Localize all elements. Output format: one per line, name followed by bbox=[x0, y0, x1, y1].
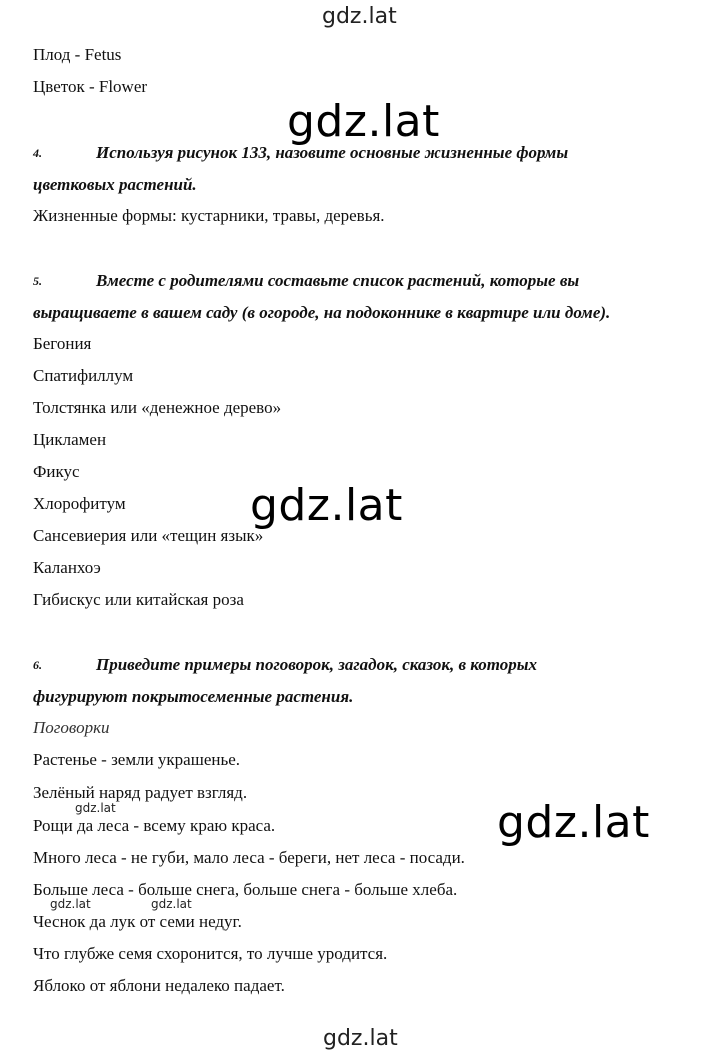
watermark-large: gdz.lat bbox=[250, 480, 403, 531]
plant-list-item: Хлорофитум bbox=[33, 494, 126, 513]
plant-list-item: Толстянка или «денежное дерево» bbox=[33, 398, 282, 417]
saying-item: Зелёный наряд радует взгляд. bbox=[33, 783, 248, 802]
plant-list-item: Сансевиерия или «тещин язык» bbox=[33, 526, 264, 545]
saying-item: Чеснок да лук от семи недуг. bbox=[33, 912, 242, 931]
watermark-bottom: gdz.lat bbox=[323, 1026, 398, 1051]
saying-item: Много леса - не губи, мало леса - береги, нет леса - посади. bbox=[33, 848, 465, 867]
plant-list-item: Бегония bbox=[33, 334, 92, 353]
plant-list-item: Каланхоэ bbox=[33, 558, 101, 577]
plant-list-item: Спатифиллум bbox=[33, 366, 134, 385]
saying-item: Рощи да леса - всему краю краса. bbox=[33, 816, 276, 835]
question-text: Вместе с родителями составьте список растений, которые вы bbox=[96, 271, 580, 290]
question-text: Приведите примеры поговорок, загадок, сказок, в которых bbox=[96, 655, 538, 674]
intro-line: Плод - Fetus bbox=[33, 45, 122, 64]
saying-item: Что глубже семя схоронится, то лучше уродится. bbox=[33, 944, 388, 963]
question-number: 4. bbox=[33, 146, 42, 160]
watermark-small: gdz.lat bbox=[75, 801, 116, 815]
question-text: выращиваете в вашем саду (в огороде, на подоконнике в квартире или доме). bbox=[33, 303, 611, 322]
plant-list-item: Гибискус или китайская роза bbox=[33, 590, 244, 609]
question-text: Используя рисунок 133, назовите основные жизненные формы bbox=[96, 143, 569, 162]
watermark-small: gdz.lat bbox=[50, 897, 91, 911]
watermark-top: gdz.lat bbox=[322, 4, 397, 29]
watermark-small: gdz.lat bbox=[151, 897, 192, 911]
plant-list-item: Фикус bbox=[33, 462, 80, 481]
plant-list-item: Цикламен bbox=[33, 430, 107, 449]
intro-line: Цветок - Flower bbox=[33, 77, 148, 96]
question-number: 5. bbox=[33, 274, 42, 288]
saying-item: Больше леса - больше снега, больше снега - больше хлеба. bbox=[33, 880, 458, 899]
subheading: Поговорки bbox=[33, 718, 110, 737]
saying-item: Растенье - земли украшенье. bbox=[33, 750, 241, 769]
question-text: цветковых растений. bbox=[33, 175, 197, 194]
question-text: фигурируют покрытосеменные растения. bbox=[33, 687, 354, 706]
question-number: 6. bbox=[33, 658, 42, 672]
watermark-large: gdz.lat bbox=[497, 797, 650, 848]
saying-item: Яблоко от яблони недалеко падает. bbox=[33, 976, 285, 995]
watermark-large: gdz.lat bbox=[287, 96, 440, 147]
answer-text: Жизненные формы: кустарники, травы, деревья. bbox=[33, 206, 385, 225]
